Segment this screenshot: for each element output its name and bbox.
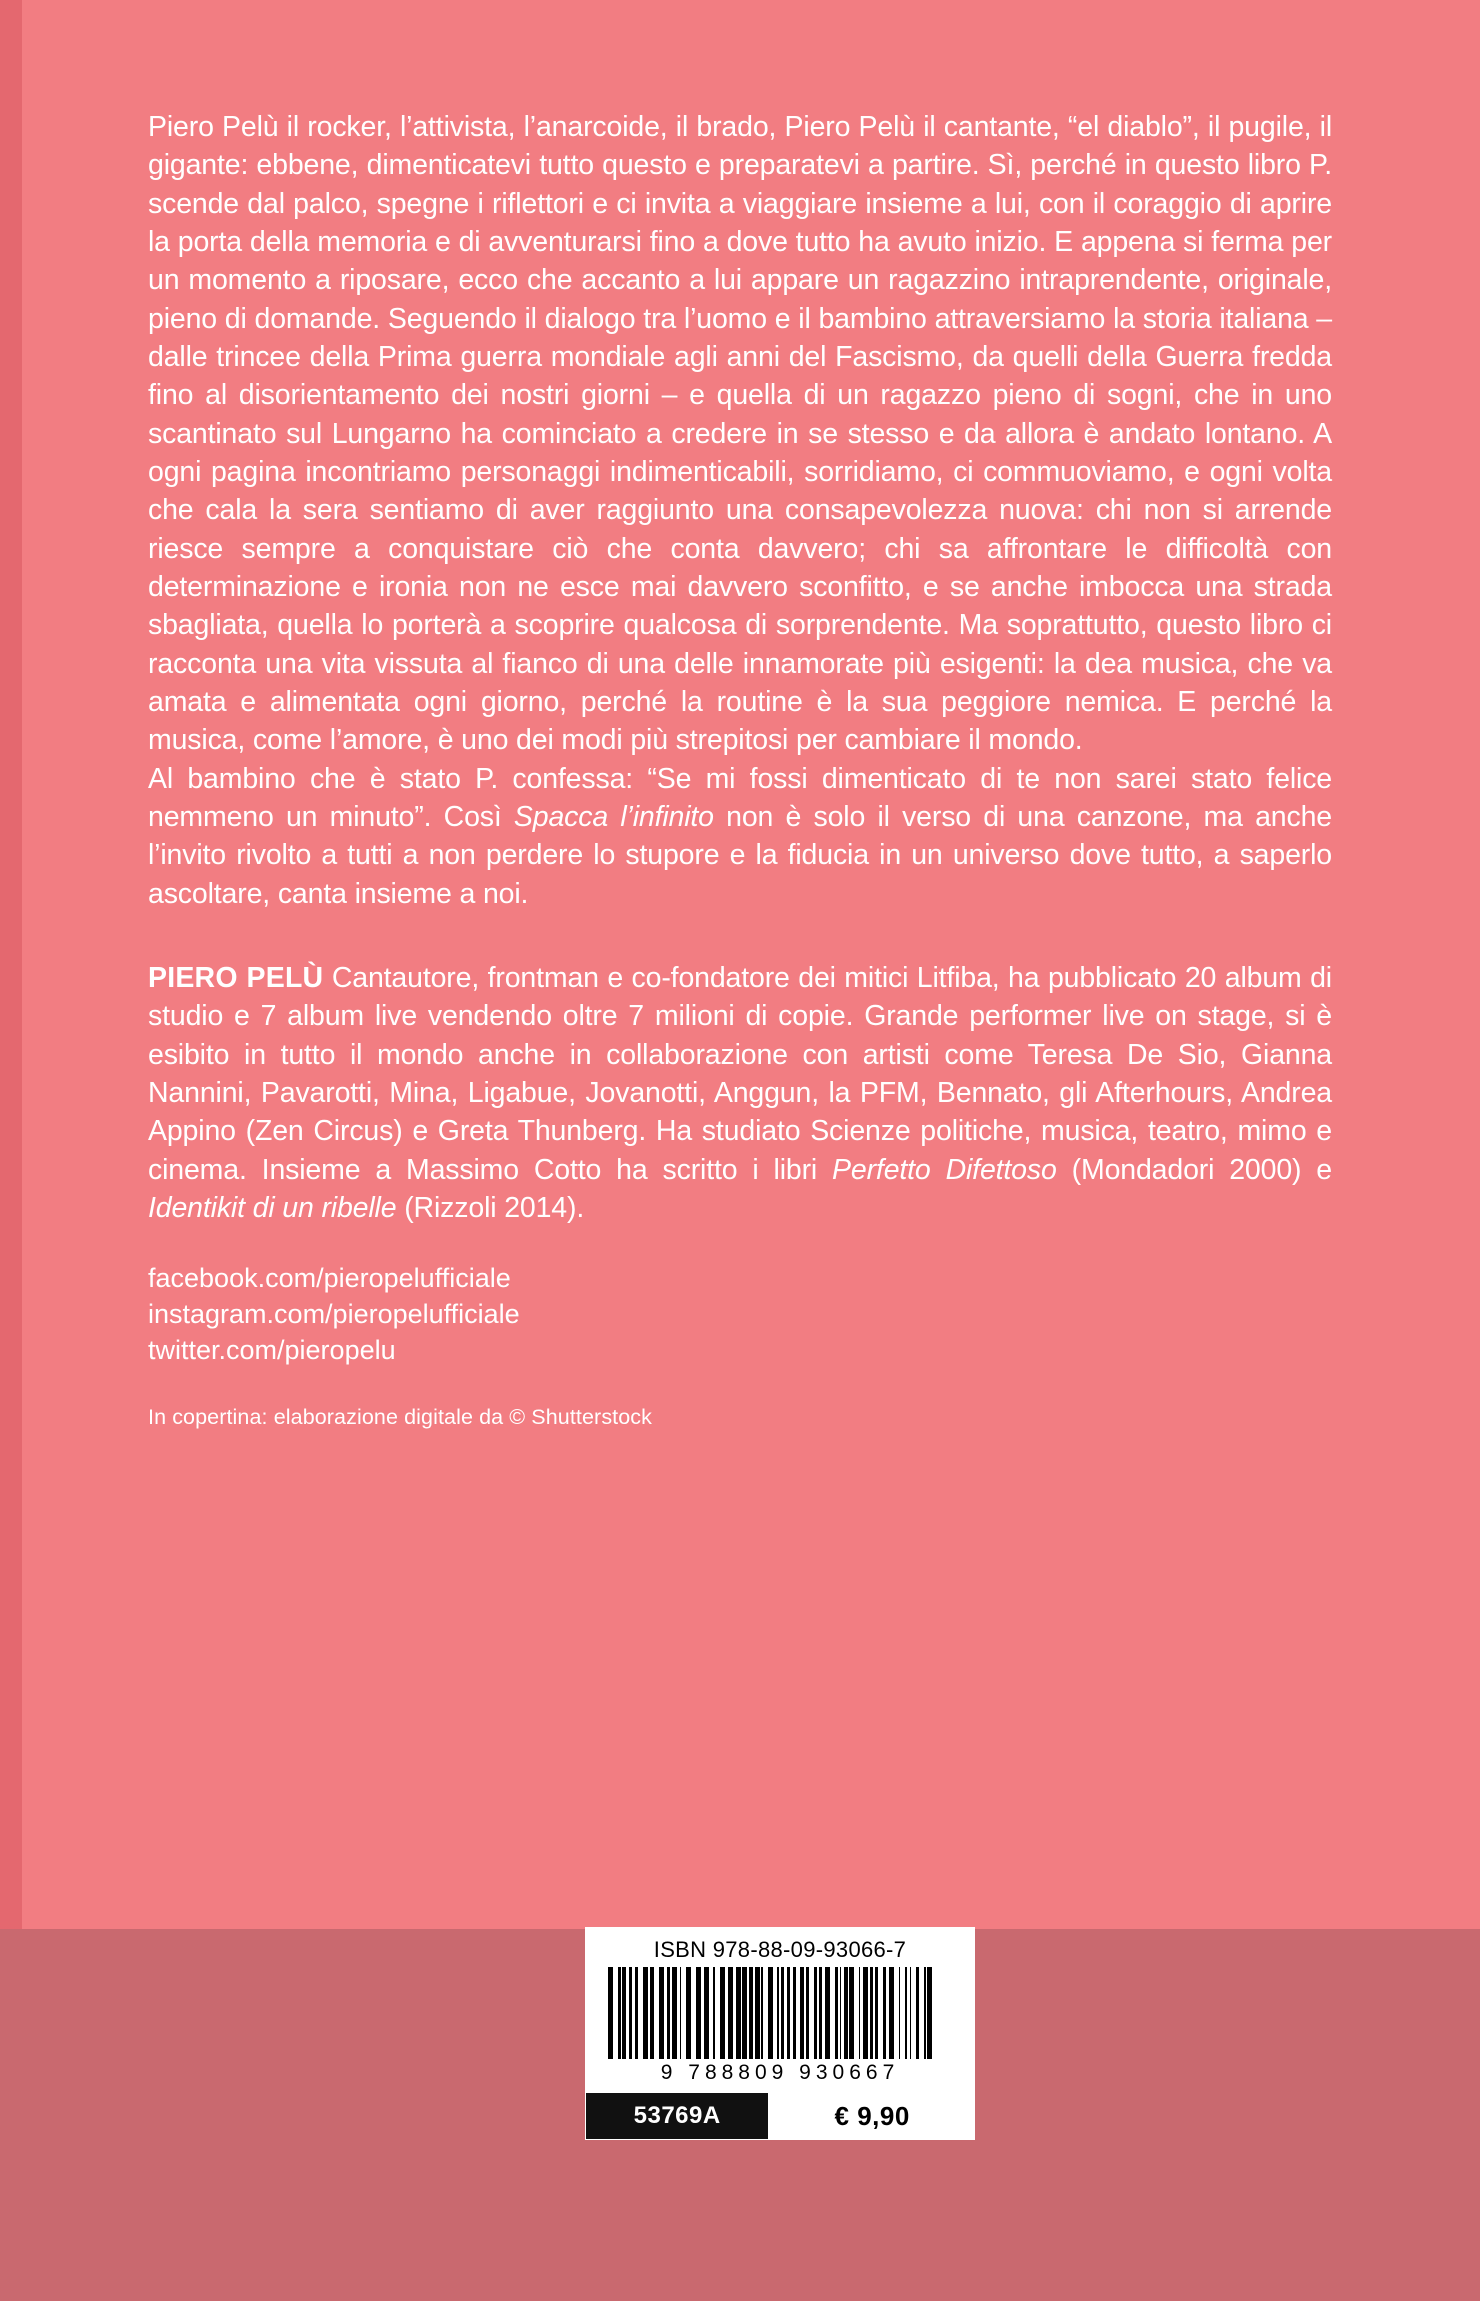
blurb-paragraph-2-part-2: non è solo il verso di una canzone, ma anche l’invito rivolto a tutti a non perdere lo stupore e la fiducia in un universo dove tutto, a saperlo ascoltare, canta insieme a noi.: [148, 800, 1332, 910]
blurb-paragraph-1: Piero Pelù il rocker, l’attivista, l’anarcoide, il brado, Piero Pelù il cantante, “el diablo”, il pugile, il gigante: ebbene, dimenticatevi tutto questo e preparatevi a partire. Sì, perché in questo libro P. scende dal palco, spegne i riflettori e ci invita a viaggiare insieme a lui, con il coraggio di aprire la porta della memoria e di avventurarsi fino a dove tutto ha avuto inizio. E appena si ferma per un momento a riposare, ecco che accanto a lui appare un ragazzino intraprendente, originale, pieno di domande. Seguendo il dialogo tra l’uomo e il bambino attraversiamo la storia italiana – dalle trincee della Prima guerra mondiale agli anni del Fascismo, da quelli della Guerra fredda fino al disorientamento dei nostri giorni – e quella di un ragazzo pieno di sogni, che in uno scantinato sul Lungarno ha cominciato a credere in se stesso e da allora è andato lontano. A ogni pagina incontriamo personaggi indimenticabili, sorridiamo, ci commuoviamo, e ogni volta che cala la sera sentiamo di aver raggiunto una consapevolezza nuova: chi non si arrende riesce sempre a conquistare ciò che conta davvero; chi sa affrontare le difficoltà con determinazione e ironia non ne esce mai davvero sconfitto, e se anche imbocca una strada sbagliata, quella lo porterà a scoprire qualcosa di sorprendente. Ma soprattutto, questo libro ci racconta una vita vissuta al fianco di una delle innamorate più esigenti: la dea musica, che va amata e alimentata ogni giorno, perché la routine è la sua peggiore nemica. E perché la musica, come l’amore, è uno dei modi più strepitosi per cambiare il mondo.: [148, 111, 1332, 757]
blurb-paragraph-2: [148, 760, 1332, 913]
price-label: € 9,90: [768, 2093, 974, 2139]
bio-text-part-3: (Rizzoli 2014).: [396, 1191, 585, 1224]
social-links-block: [148, 1261, 1332, 1369]
ean-digits: 9 788809 930667: [660, 2061, 900, 2084]
cover-content: [148, 108, 1332, 1430]
isbn-label: ISBN 978-88-09-93066-7: [653, 1937, 907, 1962]
bio-text-part-2: (Mondadori 2000) e: [1056, 1153, 1332, 1186]
author-bio-block: [148, 959, 1332, 1227]
author-name: PIERO PELÙ: [148, 961, 324, 994]
bio-text-part-1: Cantautore, frontman e co-fondatore dei mitici Litfiba, ha pubblicato 20 album di studio e 7 album live vendendo oltre 7 milioni di copie. Grande performer live on stage, si è esibito in tutto il mondo anche in collaborazione con artisti come Teresa De Sio, Gianna Nannini, Pavarotti, Mina, Ligabue, Jovanotti, Anggun, la PFM, Bennato, gli Afterhours, Andrea Appino (Zen Circus) e Greta Thunberg. Ha studiato Scienze politiche, musica, teatro, mimo e cinema. Insieme a Massimo Cotto ha scritto i libri: [148, 961, 1332, 1186]
blurb-text-block: [148, 108, 1332, 913]
cover-image-credit: In copertina: elaborazione digitale da © Shutterstock: [148, 1404, 652, 1429]
book-title-identikit-di-un-ribelle: Identikit di un ribelle: [148, 1191, 397, 1224]
price-row: [586, 2091, 974, 2139]
internal-code: 53769A: [586, 2093, 768, 2139]
blurb-paragraph-2-part-1: Al bambino che è stato P. confessa: “Se mi fossi dimenticato di te non sarei stato felice nemmeno un minuto”. Così: [148, 762, 1332, 833]
instagram-link[interactable]: instagram.com/pieropelufficiale: [148, 1299, 520, 1330]
facebook-link[interactable]: facebook.com/pieropelufficiale: [148, 1263, 511, 1294]
book-title-spacca-linfinito: Spacca l’infinito: [513, 800, 714, 833]
book-title-perfetto-difettoso: Perfetto Difettoso: [832, 1153, 1057, 1186]
twitter-link[interactable]: twitter.com/pieropelu: [148, 1335, 396, 1365]
barcode-bars: [608, 1967, 952, 2059]
barcode-bar: [932, 1967, 934, 2059]
barcode-block: [585, 1927, 975, 2140]
